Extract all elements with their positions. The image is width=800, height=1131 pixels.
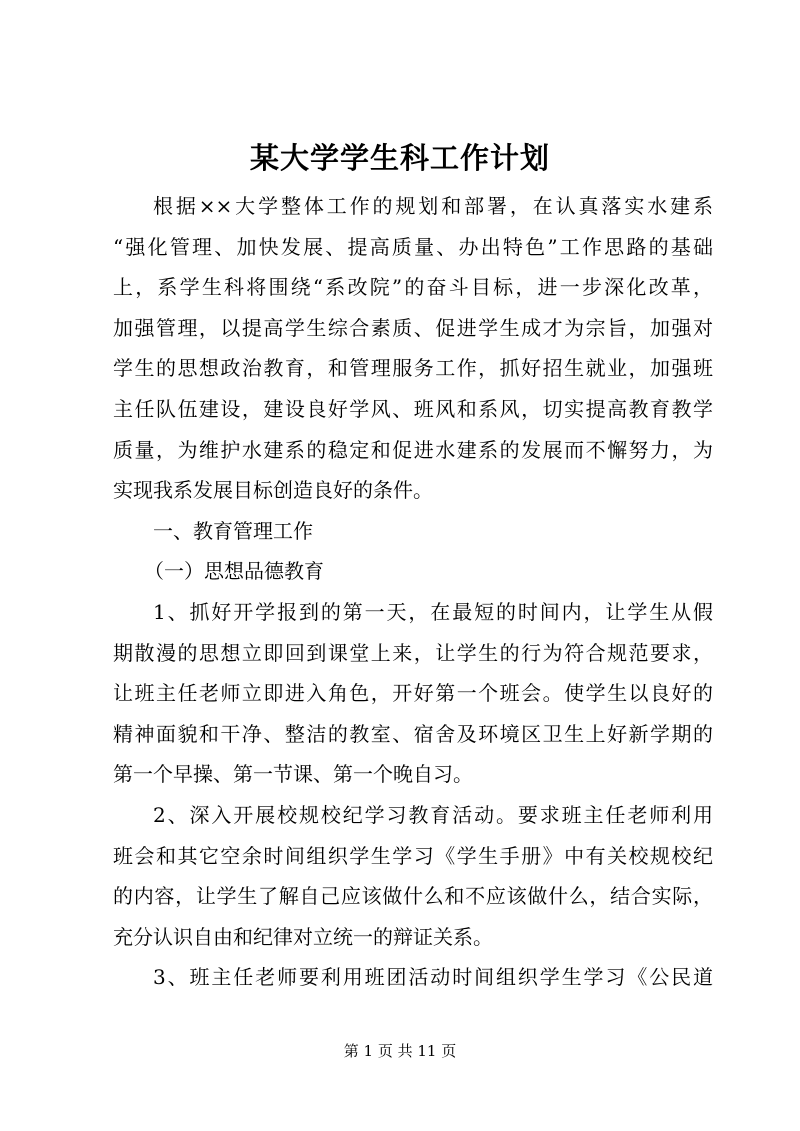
- paragraph-line: 充分认识自由和纪律对立统一的辩证关系。: [113, 924, 493, 949]
- paragraph-line: 上，系学生科将围绕“系改院”的奋斗目标，进一步深化改革，: [113, 275, 713, 300]
- page-number-footer: 第 1 页 共 11 页: [343, 1042, 457, 1060]
- paragraph-line: 学生的思想政治教育，和管理服务工作，抓好招生就业，加强班: [113, 356, 713, 381]
- paragraph-line: “强化管理、加快发展、提高质量、办出特色”工作思路的基础: [113, 234, 713, 259]
- paragraph-line: 第一个早操、第一节课、第一个晚自习。: [113, 762, 473, 787]
- paragraph-line: 1、抓好开学报到的第一天，在最短的时间内，让学生从假: [153, 599, 713, 624]
- paragraph-line: 让班主任老师立即进入角色，开好第一个班会。使学生以良好的: [113, 681, 713, 706]
- paragraph-line: 主任队伍建设，建设良好学风、班风和系风，切实提高教育教学: [113, 396, 713, 421]
- section-heading: 一、教育管理工作: [153, 518, 313, 543]
- paragraph-line: 精神面貌和干净、整洁的教室、宿舍及环境区卫生上好新学期的: [113, 721, 713, 746]
- paragraph-line: 2、深入开展校规校纪学习教育活动。要求班主任老师利用: [153, 802, 713, 827]
- paragraph-line: 质量，为维护水建系的稳定和促进水建系的发展而不懈努力，为: [113, 437, 713, 462]
- document-title: 某大学学生科工作计划: [249, 141, 550, 175]
- paragraph-line: 根据××大学整体工作的规划和部署，在认真落实水建系: [153, 194, 713, 218]
- document-body: [113, 186, 713, 998]
- subsection-heading: （一）思想品德教育: [144, 559, 324, 584]
- paragraph-line: 班会和其它空余时间组织学生学习《学生手册》中有关校规校纪: [113, 843, 713, 868]
- paragraph-line: 实现我系发展目标创造良好的条件。: [113, 478, 433, 503]
- paragraph-line: 3、班主任老师要利用班团活动时间组织学生学习《公民道: [153, 965, 713, 990]
- paragraph-line: 的内容，让学生了解自己应该做什么和不应该做什么，结合实际，: [113, 884, 713, 909]
- paragraph-line: 期散漫的思想立即回到课堂上来，让学生的行为符合规范要求，: [113, 640, 713, 665]
- paragraph-line: 加强管理，以提高学生综合素质、促进学生成才为宗旨，加强对: [113, 315, 713, 340]
